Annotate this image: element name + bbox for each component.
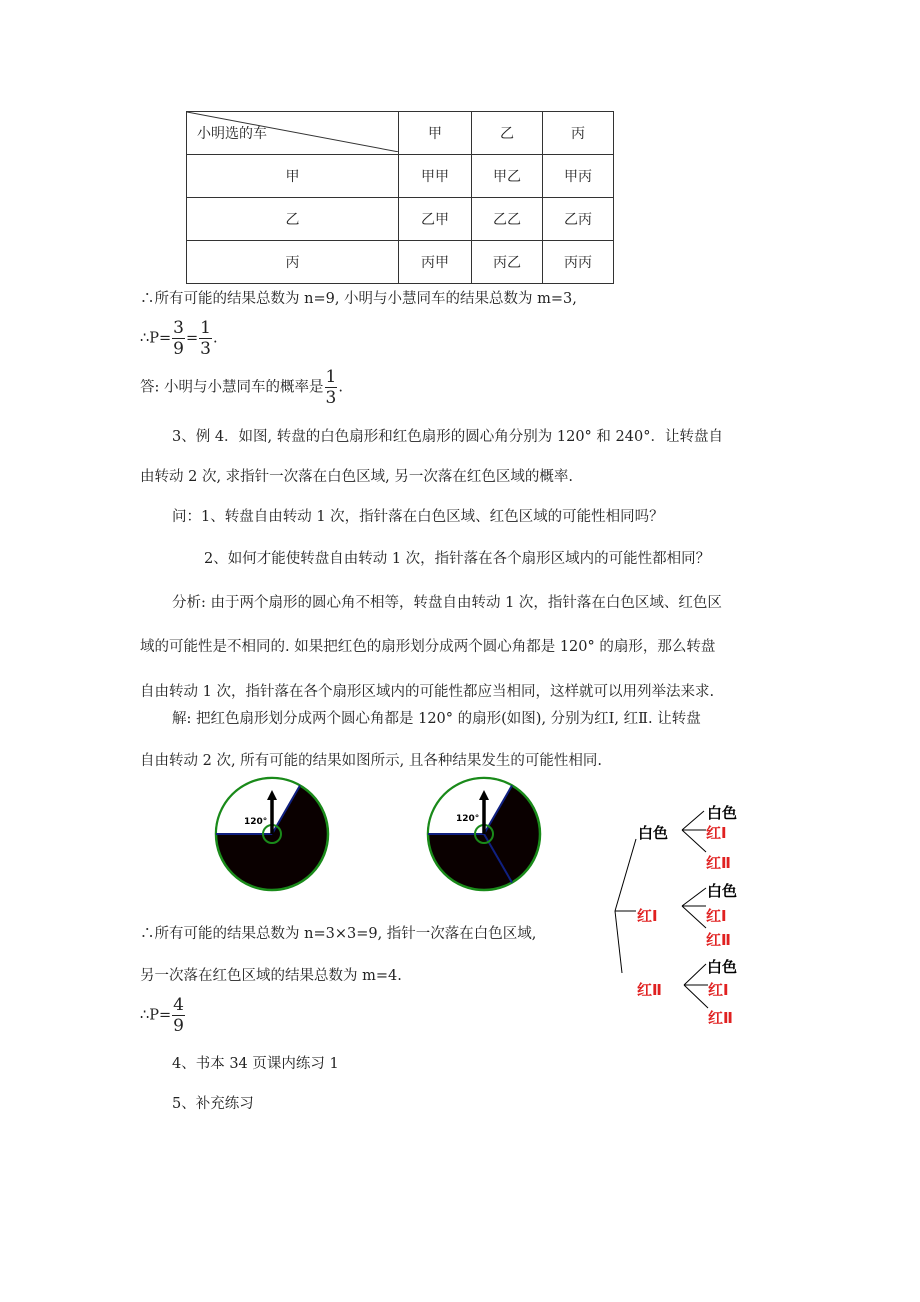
svg-text:红Ⅱ: 红Ⅱ bbox=[637, 981, 662, 999]
svg-text:红Ⅱ: 红Ⅱ bbox=[706, 931, 731, 949]
text-line: 域的可能性是不相同的. 如果把红色的扇形划分成两个圆心角都是 120° 的扇形，那么转盘 bbox=[140, 639, 716, 655]
cell: 甲甲 bbox=[399, 155, 472, 198]
probability-line: ∴P= $\frac{3}{9}$ = $\frac{1}{3}$ . bbox=[140, 318, 218, 359]
angle-label: 120° bbox=[456, 814, 480, 824]
svg-text:白色: 白色 bbox=[707, 882, 738, 900]
text-line: 自由转动 1 次，指针落在各个扇形区域内的可能性都应当相同，这样就可以用列举法来求. bbox=[140, 684, 715, 700]
cell: 甲乙 bbox=[472, 155, 543, 198]
text-line: 解: 把红色扇形划分成两个圆心角都是 120° 的扇形(如图), 分别为红Ⅰ, 红Ⅱ. 让转盘 bbox=[172, 711, 701, 727]
cell: 甲丙 bbox=[543, 155, 614, 198]
corner-label: 小明选的车 bbox=[197, 126, 267, 142]
col-header: 乙 bbox=[472, 112, 543, 155]
row-header: 甲 bbox=[187, 155, 399, 198]
table-row bbox=[187, 241, 614, 284]
text-line: 问：1、转盘自由转动 1 次，指针落在白色区域、红色区域的可能性相同吗？ bbox=[172, 509, 664, 525]
outcome-table bbox=[186, 111, 614, 284]
table-row bbox=[187, 155, 614, 198]
text-line: 自由转动 2 次, 所有可能的结果如图所示, 且各种结果发生的可能性相同. bbox=[140, 753, 602, 769]
cell: 乙甲 bbox=[399, 198, 472, 241]
svg-text:白色: 白色 bbox=[707, 804, 738, 822]
text-line: ∴所有可能的结果总数为 n=9, 小明与小慧同车的结果总数为 m=3, bbox=[140, 291, 577, 307]
col-header: 甲 bbox=[399, 112, 472, 155]
text-line: 3、例 4．如图, 转盘的白色扇形和红色扇形的圆心角分别为 120° 和 240°．让转盘自 bbox=[172, 429, 723, 445]
spinner-2 bbox=[428, 778, 540, 890]
text-line: 5、补充练习 bbox=[172, 1096, 254, 1112]
cell: 丙乙 bbox=[472, 241, 543, 284]
cell: 丙丙 bbox=[543, 241, 614, 284]
svg-text:红Ⅱ: 红Ⅱ bbox=[708, 1009, 733, 1027]
col-header: 丙 bbox=[543, 112, 614, 155]
angle-label: 120° bbox=[244, 817, 268, 827]
svg-text:红Ⅰ: 红Ⅰ bbox=[708, 981, 729, 999]
text-line: 另一次落在红色区域的结果总数为 m=4. bbox=[140, 968, 402, 984]
cell: 丙甲 bbox=[399, 241, 472, 284]
text-line: 4、书本 34 页课内练习 1 bbox=[172, 1056, 339, 1072]
text-line: 分析: 由于两个扇形的圆心角不相等，转盘自由转动 1 次，指针落在白色区域、红色区 bbox=[172, 595, 722, 611]
tree-diagram bbox=[600, 795, 760, 1035]
svg-text:红Ⅱ: 红Ⅱ bbox=[706, 854, 731, 872]
spinner-figures bbox=[200, 770, 560, 900]
svg-text:白色: 白色 bbox=[638, 824, 669, 842]
table-row bbox=[187, 198, 614, 241]
svg-text:红Ⅰ: 红Ⅰ bbox=[637, 907, 658, 925]
text-line: 2、如何才能使转盘自由转动 1 次，指针落在各个扇形区域内的可能性都相同？ bbox=[204, 551, 711, 567]
text-line: ∴所有可能的结果总数为 n=3×3=9, 指针一次落在白色区域, bbox=[140, 926, 537, 942]
corner-header bbox=[187, 112, 399, 155]
svg-text:红Ⅰ: 红Ⅰ bbox=[706, 824, 727, 842]
svg-text:白色: 白色 bbox=[707, 958, 738, 976]
spinner-1 bbox=[216, 778, 328, 890]
answer-line: 答: 小明与小慧同车的概率是 $\frac{1}{3}$ . bbox=[140, 367, 343, 408]
cell: 乙乙 bbox=[472, 198, 543, 241]
probability-line: ∴P= $\frac{4}{9}$ bbox=[140, 995, 184, 1036]
row-header: 乙 bbox=[187, 198, 399, 241]
text-line: 由转动 2 次, 求指针一次落在白色区域, 另一次落在红色区域的概率. bbox=[140, 469, 573, 485]
row-header: 丙 bbox=[187, 241, 399, 284]
svg-text:红Ⅰ: 红Ⅰ bbox=[706, 907, 727, 925]
cell: 乙丙 bbox=[543, 198, 614, 241]
